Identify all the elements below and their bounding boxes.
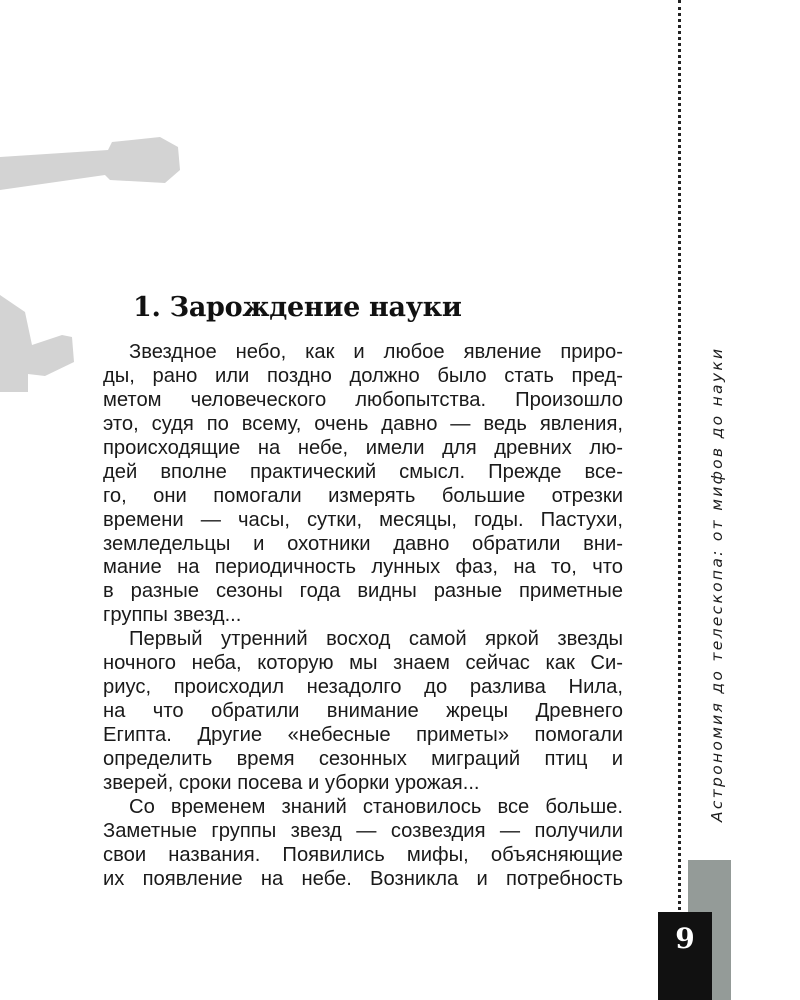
text-line: группы звезд... [103,604,242,627]
text-line: Со временем знаний становилось все больше. [129,795,623,818]
text-line: ночного неба, которую мы знаем сейчас как Си- [103,652,623,675]
text-line: их появление на небе. Возникла и потребность [103,867,623,890]
text-line: риус, происходил незадолго до разлива Нила, [103,676,623,699]
text-line: ды, рано или поздно должно было стать пред- [103,364,623,387]
paragraph-2 [103,628,623,796]
text-line: мание на периодичность лунных фаз, на то, что [103,556,623,579]
text-line: дей вполне практический смысл. Прежде все- [103,460,623,483]
paragraph-3 [103,796,623,892]
text-line: в разные сезоны года видны разные приметные [103,580,623,603]
page-number: 9 [675,922,695,955]
section-heading: 1. Зарождение науки [133,292,462,323]
text-line: определить время сезонных миграций птиц и [103,747,623,770]
text-line: Первый утренний восход самой яркой звезды [129,628,623,651]
running-title: Астрономия до телескопа: от мифов до науки [708,346,726,822]
text-line: зверей, сроки посева и уборки урожая... [103,771,480,794]
text-line: это, судя по всему, очень давно — ведь явления, [103,412,623,435]
body-text [103,341,623,892]
paragraph-1 [103,341,623,628]
text-line: свои названия. Появились мифы, объясняющие [103,843,623,866]
text-line: времени — часы, сутки, месяцы, годы. Пастухи, [103,508,623,531]
text-line: Египта. Другие «небесные приметы» помогали [103,724,623,746]
text-line: Заметные группы звезд — созвездия — получили [103,819,623,842]
text-line: метом человеческого любопытства. Произошло [103,388,623,411]
text-line: го, они помогали измерять большие отрезки [103,484,623,507]
text-line: земледельцы и охотники давно обратили вни- [103,532,623,555]
dotted-divider [678,0,681,1000]
text-line: на что обратили внимание жрецы Древнего [103,700,623,723]
text-line: происходящие на небе, имели для древних лю- [103,436,623,459]
text-line: Звездное небо, как и любое явление приро- [129,341,623,363]
